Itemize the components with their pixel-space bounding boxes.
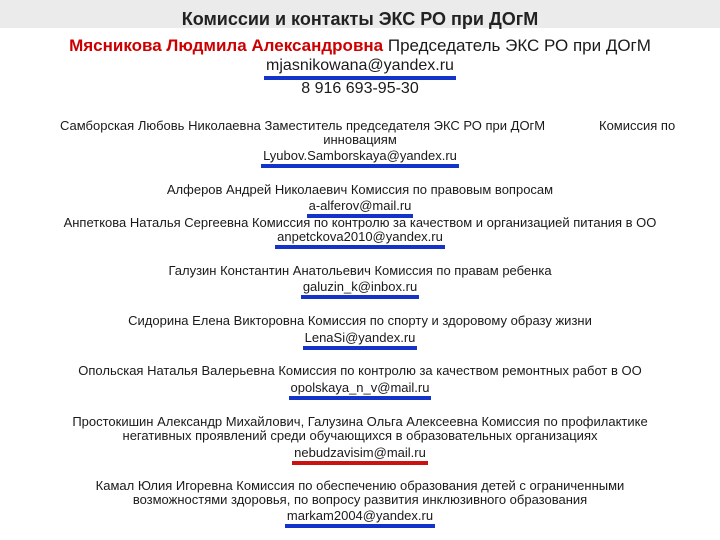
chair-role: Председатель ЭКС РО при ДОгМ (387, 36, 651, 55)
member-email-link[interactable]: opolskaya_n_v@mail.ru (289, 380, 432, 400)
deputy-email-link[interactable]: Lyubov.Samborskaya@yandex.ru (261, 148, 459, 168)
member-email-link[interactable]: anpetckova2010@yandex.ru (275, 229, 445, 249)
member-text: Сидорина Елена Викторовна Комиссия по спорту и здоровому образу жизни (128, 313, 592, 328)
chair-email-link[interactable]: mjasnikowana@yandex.ru (264, 57, 456, 80)
deputy-line2: инновациям (323, 132, 397, 147)
deputy-text: Самборская Любовь Николаевна Заместитель председателя ЭКС РО при ДОгМ (60, 118, 546, 133)
member-email-row (0, 445, 720, 465)
member-email-link[interactable]: a-alferov@mail.ru (307, 198, 414, 218)
member-email-link[interactable]: LenaSi@yandex.ru (303, 330, 418, 350)
member-text: Алферов Андрей Николаевич Комиссия по правовым вопросам (166, 182, 554, 197)
member-text: Камал Юлия Игоревна Комиссия по обеспечению образования детей с ограниченными (95, 478, 625, 493)
deputy-commission: Комиссия по (599, 118, 676, 133)
member-email-row (0, 380, 720, 400)
chair-line (0, 36, 720, 56)
member-text: Галузин Константин Анатольевич Комиссия по правам ребенка (168, 263, 552, 278)
member-email-row (0, 330, 720, 350)
member-email-link[interactable]: galuzin_k@inbox.ru (301, 279, 419, 299)
member-email-row (0, 508, 720, 528)
chair-email-row (0, 57, 720, 80)
member-text-cont: негативных проявлений среди обучающихся в образовательных организациях (122, 428, 598, 443)
member-text: Опольская Наталья Валерьевна Комиссия по контролю за качеством ремонтных работ в ОО (78, 363, 642, 378)
member-email-link[interactable]: markam2004@yandex.ru (285, 508, 435, 528)
chair-name: Мясникова Людмила Александровна (69, 36, 384, 55)
chair-phone: 8 916 693-95-30 (301, 80, 419, 97)
member-text-cont: возможностями здоровья, по вопросу развития инклюзивного образования (132, 492, 588, 507)
member-email-link[interactable]: nebudzavisim@mail.ru (292, 445, 428, 465)
page-title: Комиссии и контакты ЭКС РО при ДОгМ (181, 9, 539, 29)
member-email-row (0, 229, 720, 249)
deputy-email-row (0, 148, 720, 168)
member-text: Анпеткова Наталья Сергеевна Комиссия по контролю за качеством и организацией питания в ОО (63, 215, 657, 230)
member-text: Простокишин Александр Михайлович, Галузина Ольга Алексеевна Комиссия по профилактике (72, 414, 648, 429)
member-email-row (0, 279, 720, 299)
